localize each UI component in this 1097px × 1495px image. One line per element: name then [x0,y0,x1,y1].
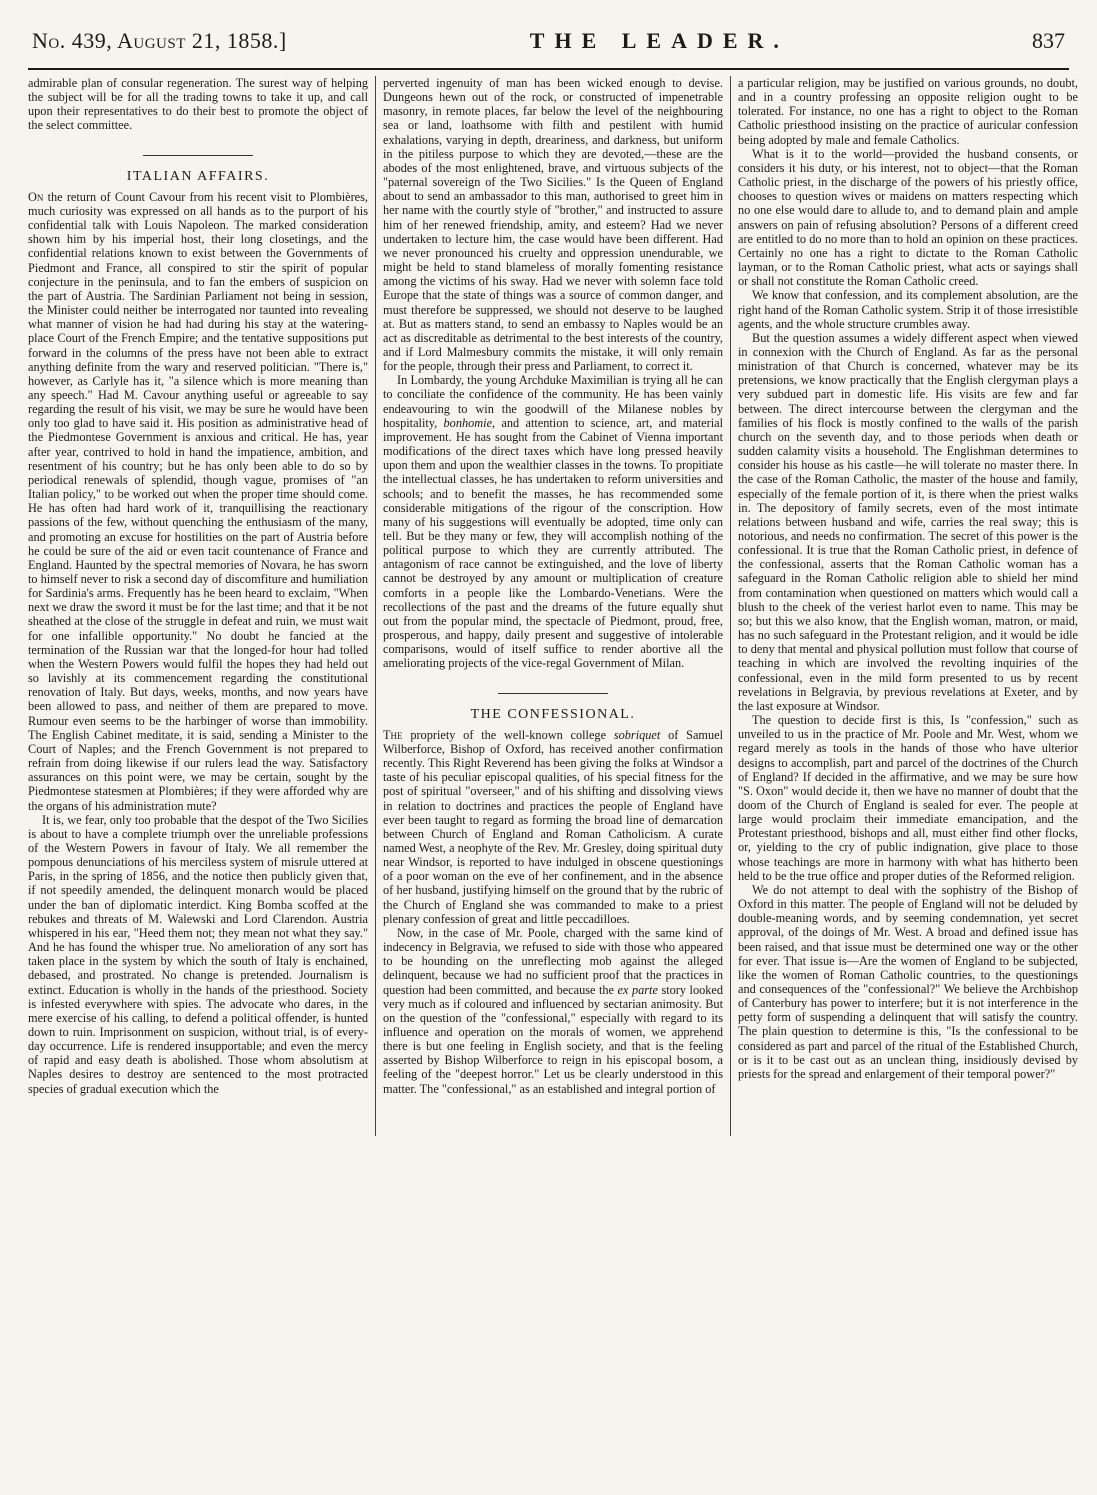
section-divider [498,693,608,694]
italic-term: bonhomie [443,415,493,430]
paragraph-text: In Lombardy, the young Archduke Maximilian is trying all he can to conciliate the confidence of the community. He has been vainly endeavouring to win the goodwill of the Milanese nobles by hospitality, [383,373,723,430]
lead-word: The [383,727,403,742]
paragraph: perverted ingenuity of man has been wicked enough to devise. Dungeons hewn out of the rock, or constructed of impenetrable masonry, in remote places, far below the level of the neighbouring sea or land, loathsome with filth and pestilent with humid exhalations, varying in depth, dreariness, and darkness, but uniform in the pitiless purpose to which they are devoted,—these are the abodes of the most enlightened, brave, and virtuous subjects of the "paternal sovereign of the Two Sicilies." Is the Queen of England about to send an ambassador to this man, authorised to greet him in her name with the courtly style of "brother," and instructed to assure him of her renewed friendship, amity, and esteem? Had we never undertaken to lecture him, the case would have been different. Had we never pronounced his cruelty and oppression unendurable, we might be held to stand blameless of morally fomenting resistance among the victims of his sway. Had we never with solemn face told Europe that the state of things was a source of common danger, and must therefore be suppressed, we should not deserve to be laughed at. But as matters stand, to send an embassy to Naples would be an act as discreditable as detrimental to the best interests of the country, and if Lord Malmesbury commits the mistake, it will only remain for the people, through their press and Parliament, to correct it. [383,76,723,374]
section-heading-italian-affairs: ITALIAN AFFAIRS. [126,168,270,184]
issue-date: No. 439, August 21, 1858.] [32,28,287,53]
paragraph: The question to decide first is this, Is "confession," such as unveiled to us in the practice of Mr. Poole and Mr. West, whom we regard merely as tools in the hands of those who have ulterior designs to accomplish, part and parcel of the doctrines of the Church of England? If decided in the affirmative, and we may be sure how "S. Oxon" would decide it, then we have no manner of doubt that the doom of the Church of England is sealed for ever. The people at large would proclaim their immediate emancipation, and the Protestant priesthood, bishops and all, must either find other flocks, or, yielding to the cry of public indignation, give place to those whose teachings are more in harmony with what has hitherto been held to be the true office and proper duties of the Reformed religion. [738,713,1078,883]
column-1 [28,76,368,1096]
paragraph: It is, we fear, only too probable that the despot of the Two Sicilies is about to have a complete triumph over the unreliable professions of the Western Powers in favour of Italy. We all remember the pompous denunciations of his merciless system of misrule uttered at Paris, in the spring of 1856, and the notice then publicly given that, if not speedily amended, the delinquent monarch would be placed under the ban of diplomatic interdict. King Bomba scoffed at the rebukes and threats of M. Walewski and Lord Clarendon. Austria whispered in his ear, "Heed them not; they mean not what they say." And he has found the whisper true. No amelioration of any sort has taken place in the system by which the south of Italy is enchained, debased, and prostrated. No change is pretended. Journalism is extinct. Education is wholly in the hands of the priesthood. Society is infested everywhere with spies. The advocate who dares, in the mere exercise of his calling, to defend a political offender, is hunted down to ruin. Imprisonment on suspicion, without trial, is of every-day occurrence. Life is rendered insupportable; and even the mercy of rapid and easy death is abolished. Those whom absolutism at Naples desires to destroy are sentenced to the most protracted species of gradual execution which the [28,812,368,1096]
paragraph-text: , and attention to science, art, and material improvement. He has sought from the Cabinet of Vienna important modifications of the direct taxes which have long pressed heavily upon them and upon the wealthier classes in the towns. To propitiate the intellectual classes, he has undertaken to reform universities and schools; and to benefit the masses, he has recommended some considerable mitigations of the rigour of the conscription. How many of his suggestions will eventually be adopted, time only can tell. But be they many or few, they will accomplish nothing of the political purpose to which they are currently attributed. The antagonism of race cannot be extinguished, and the love of liberty cannot be destroyed by any amount or multiplication of creature comforts in a people like the Lombardo-Venetians. Were the recollections of the past and the dreams of the future equally shut out from the popular mind, the spectacle of Piedmont, proud, free, prosperous, and happy, daily present and suggestive of intolerable comparisons, would of itself suffice to render abortive all the ameliorating projects of the vice-regal Government of Milan. [383,415,724,671]
section-heading-confessional: THE CONFESSIONAL. [470,706,636,722]
paragraph-text: Now, in the case of Mr. Poole, charged with the same kind of indecency in Belgravia, we refused to side with those who appeared to be hounding on the unreflecting mob against the alleged delinquent, because we had no sufficient proof that the practices in question had been committed, and because the [383,925,723,997]
masthead [28,28,1069,70]
section-divider [143,155,253,156]
paragraph [383,926,723,1096]
paragraph [383,728,723,926]
lead-word: On [28,189,44,204]
paragraph: a particular religion, may be justified on various grounds, no doubt, and in a country professing an opposite religion ought to be tolerated. For instance, no one has a right to object to the Roman Catholic priesthood insisting on the practice of auricular confession being adopted by male and female Catholics. [738,76,1078,147]
paragraph [383,373,723,670]
column-divider [375,76,376,1136]
column-2 [383,76,723,1096]
newspaper-title: THE LEADER. [529,28,789,53]
column-divider [730,76,731,1136]
paragraph-text: propriety of the well-known college [410,727,607,742]
paragraph-text: of Samuel Wilberforce, Bishop of Oxford, has received another confirmation recently. This Right Reverend has been giving the folks at Windsor a taste of his peculiar episcopal qualities, of his special fitness for the post of spiritual "overseer," and of his shifting and dissolving views in relation to doctrines and practices the people of England have ever been taught to regard as forming the broad line of demarcation between Church of England and Roman Catholicism. A curate named West, a neophyte of the Rev. Mr. Gresley, doing spiritual duty near Windsor, is reported to have indulged in obscene questionings of a poor woman on the eve of her confinement, and in the absence of her husband, justifying himself on the ground that by the rubric of the Church of England she was commanded to make to a priest plenary confession of great and little peccadilloes. [383,727,724,926]
article-columns [28,76,1078,1096]
italic-term: ex parte [617,982,658,997]
paragraph-text: the return of Count Cavour from his recent visit to Plombières, much curiosity was expressed on all hands as to the purport of his confidential talk with Louis Napoleon. The marked consideration shown him by his imperial host, their long closetings, and the confidential relations known to exist between the Governments of Piedmont and France, all conspired to stir the spirit of popular conjecture in the peninsula, and to fan the embers of suspicion on the part of Austria. The Sardinian Parliament not being in session, the Minister could neither be interrogated nor taunted into revealing what manner of vision he had had during his stay at the watering-place Court of the French Empire; and the tentative suppositions put forward in the columns of the press have not been able to extract anything definite from the wary and reserved politician. "There is," however, as Carlyle has it, "a silence which is more meaning than any speech." Had M. Cavour anything useful or agreeable to say regarding the result of his visit, we may be sure he would have been only too glad to have said it. His position as administrative head of the Piedmontese Government is anxious and critical. He has, year after year, contrived to hold in hand the impatience, ambition, and resentment of his country; but he has only been able to do so by periodical renewals of splendid, though vague, promises of "an Italian policy," to be worked out when the proper time should come. He has often had hard work of it, tranquillising the reactionary passions of the few, without quenching the enthusiasm of the many, and promoting an excuse for hostilities on the part of Austria before he could be sure of the aid or even tacit countenance of France and England. Haunted by the spectral memories of Novara, he has sworn to himself never to risk a second day of discomfiture and humiliation for Sardinia's arms. Frequently has he been heard to exclaim, "When next we draw the sword it must be for the last time; and that it be not sheathed at the close of the struggle in defeat and ruin, we must wait for one infallible opportunity." No doubt he fancied at the termination of the Russian war that the longed-for hour had tolled when the Western Powers would fulfil the hopes they had held out so lavishly at its commencement regarding the constitutional renovation of Italy. But days, weeks, months, and now years have been allowed to pass, and neither of them are prepared to move. Rumour even seems to be the harbinger of worse than immobility. The English Cabinet meditate, it is said, sending a Minister to the Court of Naples; and the French Government is not prepared to refrain from doing likewise if our rulers lead the way. Satisfactory assurances on this point were, we may be certain, sought by the Piedmontese statesmen at Plombières; if they were afforded why are the organs of his administration mute? [28,189,369,813]
paragraph: We do not attempt to deal with the sophistry of the Bishop of Oxford in this matter. The people of England will not be deluded by double-meaning words, and by seeming condemnation, yet secret approval, of the doings of Mr. West. A broad and defined issue has been raised, and that issue must be determined one way or the other for ever. That issue is—Are the women of England to be subjected, like the women of Roman Catholic countries, to the questionings and consequences of the "confessional?" We believe the Archbishop of Canterbury has power to interfere; but it is not interference in the petty form of suspending a delinquent that will satisfy the country. The plain question to determine is this, "Is the confessional to be considered as part and parcel of the ritual of the Established Church, or is it to be cast out as an unclean thing, insidiously devised by priests for the spread and enlargement of their temporal power?" [738,882,1078,1081]
paragraph: But the question assumes a widely different aspect when viewed in connexion with the Church of England. As far as the personal ministration of that Church is concerned, whatever may be its pretensions, we know practically that the English clergyman plays a very subdued part in domestic life. His visits are few and far between. The direct intercourse between the clergyman and the families of his flock is mostly confined to the walls of the parish church on the seventh day, and to those periods when death or sudden calamity visits a household. The Englishman determines to consider his house as his castle—he will tolerate no master there. In the case of the Roman Catholic, the master of the house and family, especially of the female portion of it, is there when the priest walks in. The depository of family secrets, even of the most intimate relations between husband and wife, carries the real sway; this is notorious, and needs no confirmation. The secret of this power is the confessional. It is true that the Roman Catholic priest, in defence of the confessional, asserts that the Roman Catholic woman has a safeguard in the Roman Catholic religion able to shield her mind from contamination when questioned on matters which would call a blush to the cheek of the veriest harlot even to name. This may be so; but this we also know, that the English woman, matron, or maid, has no such safeguard in the Protestant religion, and it would be idle to deny that mental and physical pollution must follow that course of teaching in which are involved the revolting inquiries of the confessional, even in the mild form presented to us by recent revelations in Belgravia, by previous revelations at Exeter, and by the last exposure at Windsor. [738,330,1078,713]
paragraph: What is it to the world—provided the husband consents, or considers it his duty, or his interest, not to object—that the Roman Catholic priest, in the discharge of the powers of his priestly office, chooses to question wives or maidens on matters respecting which no one else would dare to allude to, and to demand plain and ample answers on pain of refusing absolution? Persons of a different creed are entitled to do no more than to hold an opinion on these practices. Certainly no one has a right to dictate to the Roman Catholic layman, or to the Roman Catholic priest, what acts or sayings shall or shall not constitute the Roman Catholic creed. [738,146,1078,289]
paragraph: We know that confession, and its complement absolution, are the right hand of the Roman Catholic system. Strip it of those irresistible agents, and the whole structure crumbles away. [738,288,1078,331]
italic-term: sobriquet [613,727,661,742]
paragraph-text: story looked very much as if coloured and influenced by sectarian animosity. But on the question of the "confessional," especially with regard to its influence and operation on the morals of women, we apprehend there is but one feeling in English society, and that is the feeling asserted by Bishop Wilberforce to reign in his episcopal bosom, a feeling of the "deepest horror." Let us be clearly understood in this matter. The "confessional," as an established and integral portion of [383,982,724,1096]
paragraph [28,190,368,813]
column-3 [738,76,1078,1096]
page-number: 837 [1031,28,1065,53]
paragraph: admirable plan of consular regeneration. The surest way of helping the subject will be for all the trading towns to take it up, and call upon their representatives to do their best to promote the object of the select committee. [28,76,368,133]
